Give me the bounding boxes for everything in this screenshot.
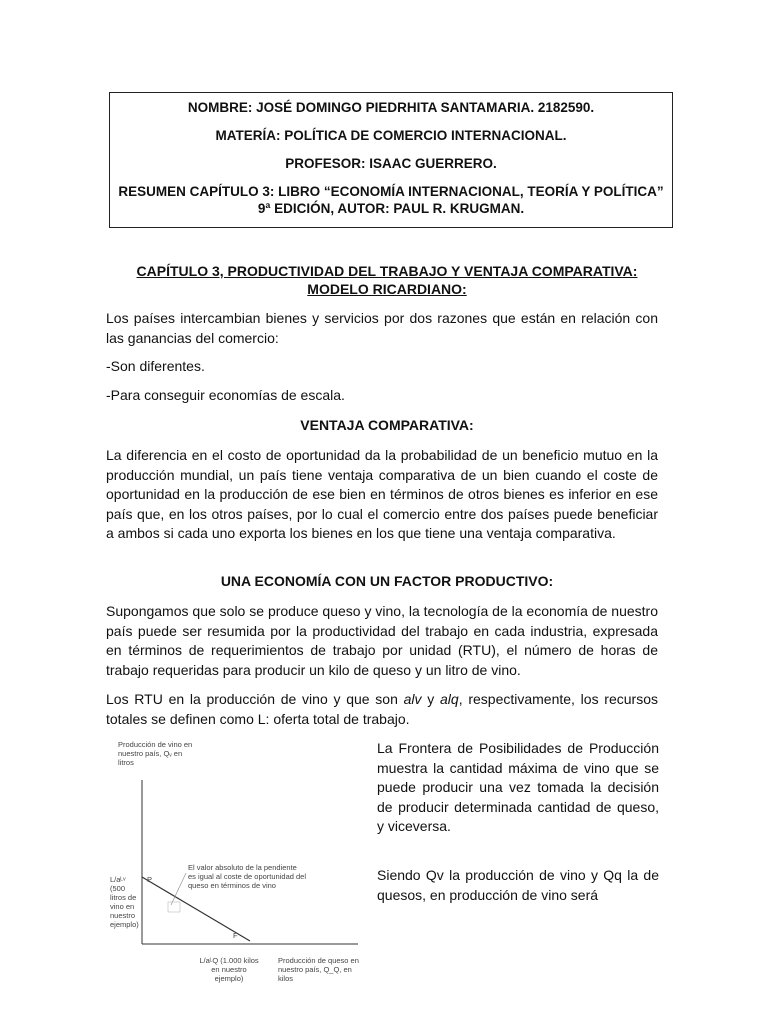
ppf-figure	[108, 740, 366, 990]
slope-note: El valor absoluto de la pendiente es igual al coste de oportunidad del queso en términos de vino	[188, 863, 307, 890]
ventaja-paragraph: La diferencia en el costo de oportunidad da la probabilidad de un beneficio mutuo en la producción mundial, un país tiene ventaja comparativa de un bien cuando el coste de oportunidad en la producción de ese bien en términos de otros bienes es inferior en ese país que, en los otros países, por lo cual el comercio entre dos países puede beneficiar a ambos si cada uno exporta los bienes en los que tiene una ventaja comparativa.	[106, 447, 658, 541]
economia-paragraph: Supongamos que solo se produce queso y vino, la tecnología de la economía de nuestro país puede ser resumida por la productividad del trabajo en cada industria, expresada en términos de requerimientos de trabajo por unidad (RTU), el número de horas de trabajo requeridas para producir un kilo de queso y un litro de vino.	[106, 603, 658, 678]
reason-item-2: -Para conseguir economías de escala.	[106, 387, 345, 403]
rtu-paragraph	[106, 690, 658, 729]
rtu-text-y: y	[421, 691, 441, 707]
y-axis-label: Producción de vino en nuestro país, Qᵥ en litros	[118, 740, 193, 767]
header-box	[109, 92, 673, 228]
point-p-label: P	[147, 875, 153, 884]
chapter-title: CAPÍTULO 3, PRODUCTIVIDAD DEL TRABAJO Y VENTAJA COMPARATIVA: MODELO RICARDIANO:	[136, 263, 638, 297]
frontera-paragraph: La Frontera de Posibilidades de Producción muestra la cantidad máxima de vino que se puede producir una vez tomada la decisión de producir determinada cantidad de queso, y viceversa.	[377, 740, 659, 834]
alv-term: alv	[403, 691, 422, 707]
qv-paragraph: Siendo Qv la producción de vino y Qq la de quesos, en producción de vino será	[377, 867, 659, 903]
intro-paragraph: Los países intercambian bienes y servicios por dos razones que están en relación con las ganancias del comercio:	[106, 310, 658, 346]
y-intercept-label: L/aᴸᵛ (500 litros de vino en nuestro ejemplo)	[110, 875, 139, 929]
header-subject: MATERÍA: POLÍTICA DE COMERCIO INTERNACIONAL.	[215, 128, 567, 143]
section-title-economia: UNA ECONOMÍA CON UN FACTOR PRODUCTIVO:	[220, 573, 554, 589]
section-title-ventaja: VENTAJA COMPARATIVA:	[300, 417, 474, 433]
alq-term: alq	[440, 691, 459, 707]
header-name: NOMBRE: JOSÉ DOMINGO PIEDRHITA SANTAMARIA. 2182590.	[187, 100, 595, 115]
x-intercept-label: L/aᴸQ (1.000 kilos en nuestro ejemplo)	[199, 956, 259, 983]
rtu-text-b: , respectivamente, los recursos totales se definen como L: oferta total de trabajo.	[106, 691, 658, 727]
reason-item-1: -Son diferentes.	[106, 358, 205, 374]
point-f-label: F	[233, 931, 238, 940]
rtu-text-a: Los RTU en la producción de vino y que son	[106, 691, 404, 707]
x-axis-label: Producción de queso en nuestro país, Q_Q, en kilos	[278, 956, 359, 983]
header-professor: PROFESOR: ISAAC GUERRERO.	[285, 156, 497, 171]
header-summary: RESUMEN CAPÍTULO 3: LIBRO “ECONOMÍA INTERNACIONAL, TEORÍA Y POLÍTICA” 9ª EDICIÓN, AUTOR: PAUL R. KRUGMAN.	[118, 184, 664, 216]
